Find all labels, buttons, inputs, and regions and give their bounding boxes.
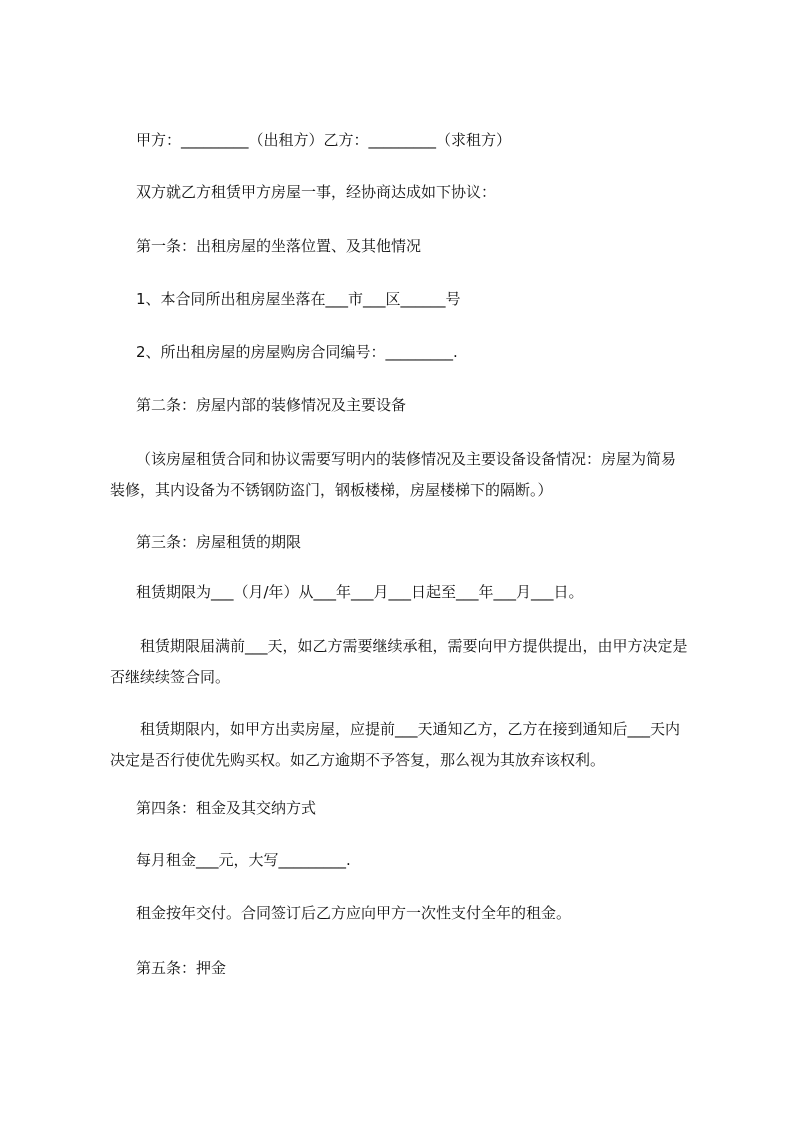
- lease-sale-clause-text: 租赁期限内，如甲方出卖房屋，应提前___天通知乙方，乙方在接到通知后___天内决定是否行使优先购买权。如乙方逾期不予答复，那么视为其放弃该权利。: [110, 720, 681, 769]
- article-4-heading: 第四条：租金及其交纳方式: [136, 799, 317, 817]
- rent-payment: 租金按年交付。合同签订后乙方应向甲方一次性支付全年的租金。: [136, 904, 572, 922]
- article-5-heading: 第五条：押金: [136, 959, 227, 977]
- article-1-heading: 第一条：出租房屋的坐落位置、及其他情况: [136, 237, 422, 255]
- article-1-item-1: 1、本合同所出租房屋坐落在___市___区______号: [136, 290, 461, 308]
- lease-sale-clause: [110, 714, 690, 776]
- article-2-heading: 第二条：房屋内部的装修情况及主要设备: [136, 396, 407, 414]
- lease-renewal: [110, 631, 690, 693]
- article-3-heading: 第三条：房屋租赁的期限: [136, 533, 302, 551]
- article-1-item-2: 2、所出租房屋的房屋购房合同编号：_________.: [136, 343, 458, 361]
- party-line: 甲方：_________（出租方）乙方：_________（求租方）: [136, 131, 512, 149]
- monthly-rent: 每月租金___元，大写_________.: [136, 851, 351, 869]
- article-2-detail-text: （该房屋租赁合同和协议需要写明内的装修情况及主要设备设备情况：房屋为简易装修，其内设备为不锈钢防盗门，钢板楼梯，房屋楼梯下的隔断。）: [110, 450, 677, 499]
- agreement-intro: 双方就乙方租赁甲方房屋一事，经协商达成如下协议：: [136, 183, 497, 201]
- article-2-detail: [110, 444, 690, 506]
- lease-renewal-text: 租赁期限届满前___天，如乙方需要继续承租，需要向甲方提供提出，由甲方决定是否继续续签合同。: [110, 637, 688, 686]
- lease-term: 租赁期限为___（月/年）从___年___月___日起至___年___月___日。: [136, 583, 584, 601]
